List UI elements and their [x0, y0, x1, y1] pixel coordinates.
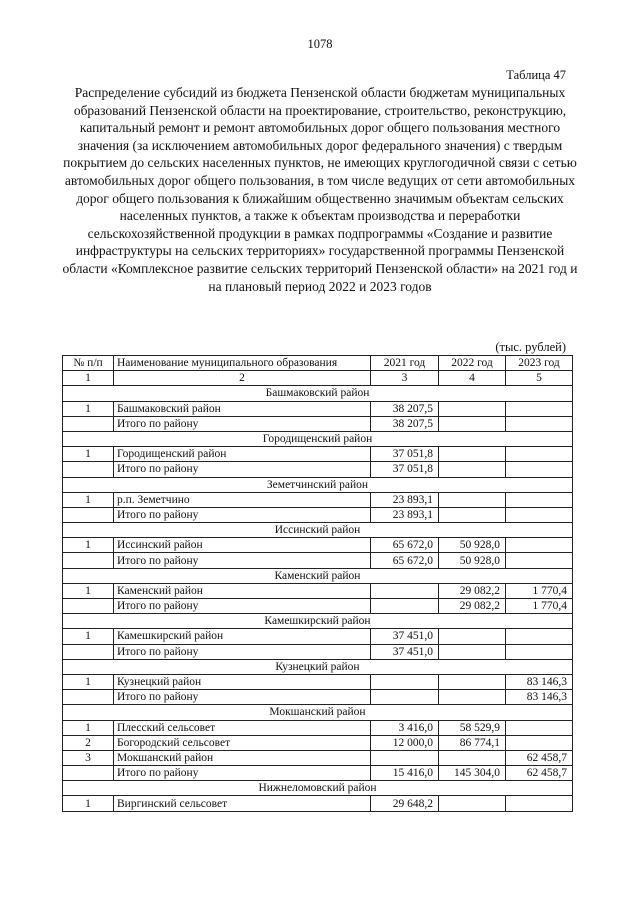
table-row [63, 538, 573, 553]
row-number-cell: 3 [63, 750, 114, 765]
value-2021-cell [371, 599, 439, 614]
value-2021-cell: 23 893,1 [371, 507, 439, 522]
table-label: Таблица 47 [506, 68, 566, 82]
row-number-cell [63, 766, 114, 781]
table-row [63, 553, 573, 568]
value-2022-cell [439, 796, 506, 811]
value-2021-cell [371, 583, 439, 598]
value-2022-cell [439, 629, 506, 644]
section-title: Башмаковский район [63, 386, 573, 401]
section-title: Камешкирский район [63, 614, 573, 629]
municipality-name-cell: р.п. Земетчино [114, 492, 371, 507]
row-number-cell: 1 [63, 629, 114, 644]
table-row [63, 644, 573, 659]
col-number-1: 1 [63, 371, 114, 386]
section-title: Нижнеломовский район [63, 781, 573, 796]
col-number-2: 2 [114, 371, 371, 386]
section-title: Каменский район [63, 568, 573, 583]
section-title: Земетчинский район [63, 477, 573, 492]
value-2022-cell [439, 401, 506, 416]
value-2023-cell [506, 644, 573, 659]
value-2022-cell [439, 750, 506, 765]
row-number-cell [63, 599, 114, 614]
table-row [63, 462, 573, 477]
value-2023-cell [506, 492, 573, 507]
value-2021-cell: 37 051,8 [371, 462, 439, 477]
row-number-cell: 1 [63, 720, 114, 735]
subsidy-table [62, 355, 573, 812]
row-number-cell [63, 690, 114, 705]
value-2022-cell: 50 928,0 [439, 538, 506, 553]
value-2021-cell: 65 672,0 [371, 553, 439, 568]
municipality-name-cell: Итого по району [114, 507, 371, 522]
table-row [63, 599, 573, 614]
value-2021-cell [371, 750, 439, 765]
row-number-cell: 1 [63, 447, 114, 462]
value-2023-cell: 1 770,4 [506, 599, 573, 614]
section-row [63, 614, 573, 629]
value-2021-cell: 38 207,5 [371, 401, 439, 416]
row-number-cell [63, 553, 114, 568]
table-row [63, 507, 573, 522]
header-2021: 2021 год [371, 356, 439, 371]
col-number-3: 3 [371, 371, 439, 386]
value-2021-cell: 3 416,0 [371, 720, 439, 735]
section-title: Кузнецкий район [63, 659, 573, 674]
section-title: Мокшанский район [63, 705, 573, 720]
table-row [63, 629, 573, 644]
value-2022-cell: 29 082,2 [439, 599, 506, 614]
table-row [63, 735, 573, 750]
value-2022-cell: 145 304,0 [439, 766, 506, 781]
municipality-name-cell: Мокшанский район [114, 750, 371, 765]
value-2021-cell: 37 451,0 [371, 644, 439, 659]
row-number-cell [63, 416, 114, 431]
header-2022: 2022 год [439, 356, 506, 371]
table-row [63, 674, 573, 689]
value-2022-cell [439, 447, 506, 462]
value-2023-cell [506, 401, 573, 416]
value-2023-cell: 83 146,3 [506, 690, 573, 705]
section-row [63, 431, 573, 446]
municipality-name-cell: Башмаковский район [114, 401, 371, 416]
value-2022-cell: 58 529,9 [439, 720, 506, 735]
municipality-name-cell: Итого по району [114, 690, 371, 705]
municipality-name-cell: Иссинский район [114, 538, 371, 553]
value-2021-cell [371, 674, 439, 689]
municipality-name-cell: Плесский сельсовет [114, 720, 371, 735]
municipality-name-cell: Итого по району [114, 766, 371, 781]
value-2022-cell: 29 082,2 [439, 583, 506, 598]
value-2021-cell: 65 672,0 [371, 538, 439, 553]
row-number-cell: 1 [63, 583, 114, 598]
table-row [63, 401, 573, 416]
row-number-cell [63, 462, 114, 477]
table-row [63, 416, 573, 431]
value-2021-cell: 12 000,0 [371, 735, 439, 750]
section-row [63, 705, 573, 720]
value-2021-cell: 37 451,0 [371, 629, 439, 644]
col-number-5: 5 [506, 371, 573, 386]
value-2023-cell [506, 416, 573, 431]
row-number-cell [63, 644, 114, 659]
section-row [63, 568, 573, 583]
section-row [63, 386, 573, 401]
value-2023-cell [506, 553, 573, 568]
municipality-name-cell: Итого по району [114, 599, 371, 614]
municipality-name-cell: Виргинский сельсовет [114, 796, 371, 811]
header-2023: 2023 год [506, 356, 573, 371]
table-row [63, 796, 573, 811]
table-row [63, 750, 573, 765]
section-row [63, 781, 573, 796]
table-row [63, 766, 573, 781]
table-row [63, 720, 573, 735]
municipality-name-cell: Богородский сельсовет [114, 735, 371, 750]
row-number-cell: 2 [63, 735, 114, 750]
value-2023-cell [506, 796, 573, 811]
value-2021-cell: 23 893,1 [371, 492, 439, 507]
header-num: № п/п [63, 356, 114, 371]
municipality-name-cell: Каменский район [114, 583, 371, 598]
unit-note: (тыс. рублей) [495, 340, 566, 354]
value-2021-cell: 37 051,8 [371, 447, 439, 462]
section-title: Иссинский район [63, 523, 573, 538]
value-2023-cell: 62 458,7 [506, 750, 573, 765]
row-number-cell: 1 [63, 674, 114, 689]
municipality-name-cell: Камешкирский район [114, 629, 371, 644]
value-2022-cell [439, 492, 506, 507]
table-body [63, 356, 573, 812]
table-row [63, 492, 573, 507]
municipality-name-cell: Итого по району [114, 553, 371, 568]
value-2022-cell [439, 416, 506, 431]
municipality-name-cell: Итого по району [114, 416, 371, 431]
table-header-row [63, 356, 573, 371]
value-2023-cell: 83 146,3 [506, 674, 573, 689]
value-2022-cell: 50 928,0 [439, 553, 506, 568]
table-row [63, 690, 573, 705]
value-2023-cell: 1 770,4 [506, 583, 573, 598]
value-2021-cell: 15 416,0 [371, 766, 439, 781]
value-2023-cell: 62 458,7 [506, 766, 573, 781]
value-2022-cell [439, 507, 506, 522]
value-2022-cell [439, 674, 506, 689]
table-row [63, 583, 573, 598]
value-2021-cell: 38 207,5 [371, 416, 439, 431]
value-2021-cell [371, 690, 439, 705]
page-number: 1078 [307, 37, 333, 51]
value-2023-cell [506, 507, 573, 522]
row-number-cell: 1 [63, 492, 114, 507]
value-2022-cell [439, 644, 506, 659]
section-title: Городищенский район [63, 431, 573, 446]
municipality-name-cell: Итого по району [114, 644, 371, 659]
value-2023-cell [506, 735, 573, 750]
value-2023-cell [506, 447, 573, 462]
row-number-cell: 1 [63, 401, 114, 416]
value-2021-cell: 29 648,2 [371, 796, 439, 811]
document-title: Распределение субсидий из бюджета Пензенской области бюджетам муниципальных образований Пензенской области на проектирование, строительство, реконструкцию, капитальный ремонт и ремонт автомобильных дорог общего пользования местного значения (за исключением автомобильных дорог федерального значения) с твердым покрытием до сельских населенных пунктов, не имеющих круглогодичной связи с сетью автомобильных дорог общего пользования, в том числе ведущих от сети автомобильных дорог общего пользования к ближайшим общественно значимым объектам сельских населенных пунктов, а также к объектам производства и переработки сельскохозяйственной продукции в рамках подпрограммы «Создание и развитие инфраструктуры на сельских территориях» государственной программы Пензенской области «Комплексное развитие сельских территорий Пензенской области» на 2021 год и на плановый период 2022 и 2023 годов [62, 85, 578, 294]
column-numbering-row [63, 371, 573, 386]
section-row [63, 659, 573, 674]
municipality-name-cell: Итого по району [114, 462, 371, 477]
municipality-name-cell: Кузнецкий район [114, 674, 371, 689]
section-row [63, 523, 573, 538]
value-2023-cell [506, 538, 573, 553]
table-row [63, 447, 573, 462]
value-2022-cell [439, 462, 506, 477]
header-name: Наименование муниципального образования [114, 356, 371, 371]
row-number-cell: 1 [63, 796, 114, 811]
municipality-name-cell: Городищенский район [114, 447, 371, 462]
col-number-4: 4 [439, 371, 506, 386]
value-2022-cell [439, 690, 506, 705]
value-2023-cell [506, 462, 573, 477]
row-number-cell [63, 507, 114, 522]
section-row [63, 477, 573, 492]
value-2022-cell: 86 774,1 [439, 735, 506, 750]
value-2023-cell [506, 720, 573, 735]
row-number-cell: 1 [63, 538, 114, 553]
value-2023-cell [506, 629, 573, 644]
